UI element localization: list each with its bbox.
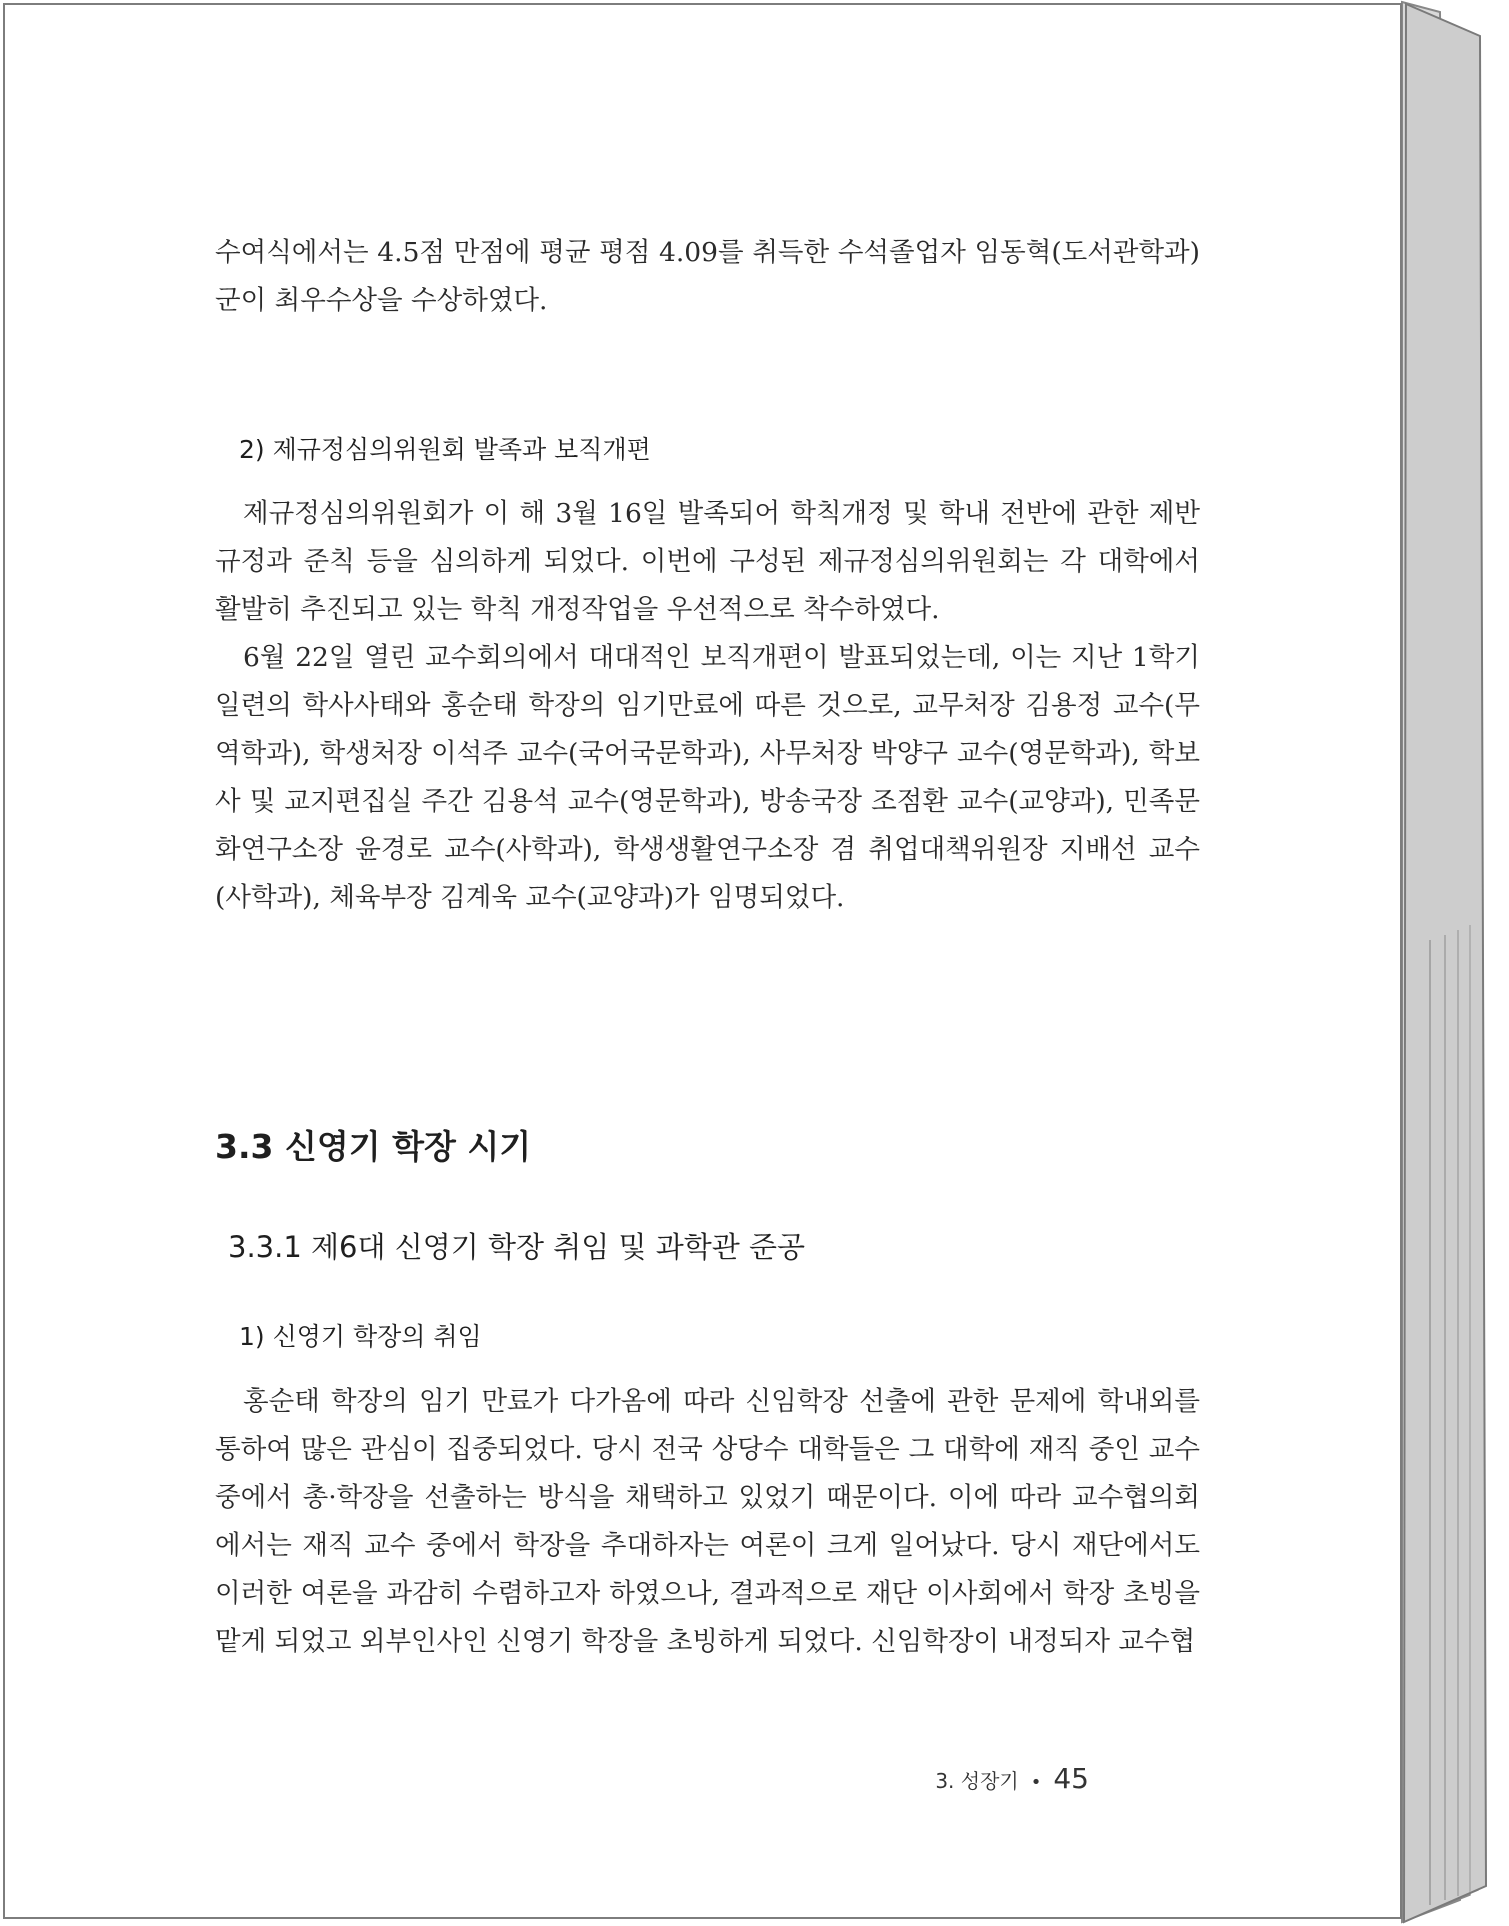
footer-bullet: • [1030,1772,1042,1793]
section-heading-3-3: 3.3 신영기 학장 시기 [215,1127,532,1166]
paragraph-regulations-committee: 제규정심의위원회가 이 해 3월 16일 발족되어 학칙개정 및 학내 전반에 관한 제반규정과 준칙 등을 심의하게 되었다. 이번에 구성된 제규정심의위원회는 각 대학에서 활발히 추진되고 있는 학칙 개정작업을 우선적으로 착수하였다. [215,498,1200,625]
book-page [3,3,1402,1919]
subsection-heading-regulations: 2) 제규정심의위원회 발족과 보직개편 [239,435,651,464]
page-footer [935,1762,1089,1795]
paragraph-graduation: 수여식에서는 4.5점 만점에 평균 평점 4.09를 취득한 수석졸업자 임동혁(도서관학과) 군이 최우수상을 수상하였다. [215,237,1200,316]
footer-chapter: 3. 성장기 [935,1769,1019,1793]
section-heading-3-3-1: 3.3.1 제6대 신영기 학장 취임 및 과학관 준공 [228,1230,805,1264]
paragraph-inauguration: 홍순태 학장의 임기 만료가 다가옴에 따라 신임학장 선출에 관한 문제에 학내외를 통하여 많은 관심이 집중되었다. 당시 전국 상당수 대학들은 그 대학에 재직 중인 교수 중에서 총·학장을 선출하는 방식을 채택하고 있었기 때문이다. 이에 따라 교수협의회에서는 재직 교수 중에서 학장을 추대하자는 여론이 크게 일어났다. 당시 재단에서도 이러한 여론을 과감히 수렴하고자 하였으나, 결과적으로 재단 이사회에서 학장 초빙을 맡게 되었고 외부인사인 신영기 학장을 초빙하게 되었다. 신임학장이 내정되자 교수협 [215,1386,1200,1657]
paragraph-staff-reshuffle: 6월 22일 열린 교수회의에서 대대적인 보직개편이 발표되었는데, 이는 지난 1학기 일련의 학사사태와 홍순태 학장의 임기만료에 따른 것으로, 교무처장 김용정 교수(무역학과), 학생처장 이석주 교수(국어국문학과), 사무처장 박양구 교수(영문학과), 학보사 및 교지편집실 주간 김용석 교수(영문학과), 방송국장 조점환 교수(교양과), 민족문화연구소장 윤경로 교수(사학과), 학생생활연구소장 겸 취업대책위원장 지배선 교수(사학과), 체육부장 김계욱 교수(교양과)가 임명되었다. [215,642,1200,913]
page-number: 45 [1053,1762,1089,1795]
subsection-heading-inauguration: 1) 신영기 학장의 취임 [239,1322,482,1351]
